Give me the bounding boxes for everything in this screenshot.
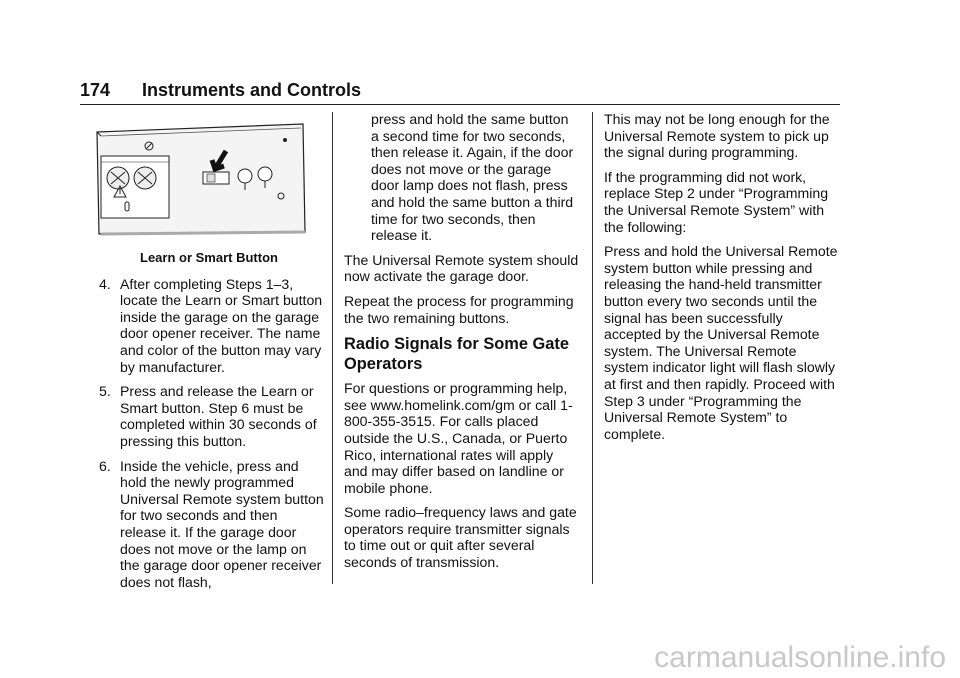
list-item xyxy=(93,458,325,591)
list-number: 6. xyxy=(99,457,111,474)
column-1 xyxy=(93,122,325,598)
page-number: 174 xyxy=(80,80,111,100)
list-number: 4. xyxy=(99,275,111,292)
list-text: After completing Steps 1–3, locate the Learn or Smart button inside the garage on the garage door opener receiver. The name and color of the button may vary by manufacturer. xyxy=(120,275,323,375)
subsection-heading: Radio Signals for Some Gate Operators xyxy=(344,335,569,374)
list-text: Inside the vehicle, press and hold the newly programmed Universal Remote system button for two seconds and then release it. If the garage door does not move or the lamp on the garage door opener receiver does not flash, xyxy=(120,457,324,590)
header-rule xyxy=(80,104,840,105)
list-text: Press and release the Learn or Smart button. Step 6 must be completed within 30 seconds of pressing this button. xyxy=(120,383,317,449)
watermark xyxy=(0,641,960,675)
watermark-text: carmanualsonline.info xyxy=(654,641,946,674)
paragraph: If the programming did not work, replace Step 2 under “Programming the Universal Remote System” with the following: xyxy=(604,168,829,235)
garage-opener-drawing xyxy=(93,122,307,240)
list-item xyxy=(93,276,325,376)
step-continuation: press and hold the same button a second time for two seconds, then release it. Again, if the door does not move or the garage door lamp does not flash, press and hold the same button a third time for two seconds, then release it. xyxy=(371,111,574,244)
column-3 xyxy=(604,111,842,450)
paragraph: This may not be long enough for the Universal Remote system to pick up the signal during programming. xyxy=(604,111,830,161)
paragraph: Press and hold the Universal Remote system button while pressing and releasing the hand-held transmitter button every two seconds until the signal has been successfully accepted by the Universal Remote system. The Universal Remote system indicator light will flash slowly at first and then rapidly. Proceed with Step 3 under “Programming the Universal Remote System” to complete. xyxy=(604,243,838,442)
column-divider-1 xyxy=(332,112,333,584)
paragraph: Repeat the process for programming the two remaining buttons. xyxy=(344,292,574,326)
page-header xyxy=(80,80,840,110)
list-number: 5. xyxy=(99,383,111,400)
column-divider-2 xyxy=(592,112,593,584)
column-2 xyxy=(344,111,580,579)
paragraph: The Universal Remote system should now activate the garage door. xyxy=(344,251,579,285)
figure-caption: Learn or Smart Button xyxy=(140,250,278,265)
paragraph: Some radio–frequency laws and gate operators require transmitter signals to time out or quit after several seconds of transmission. xyxy=(344,504,577,571)
garage-opener-illustration xyxy=(93,122,307,240)
list-item xyxy=(93,383,325,449)
paragraph: For questions or programming help, see www.homelink.com/gm or call 1-800-355-3515. For calls placed outside the U.S., Canada, or Puerto Rico, international rates will apply and may differ based on landline or mobile phone. xyxy=(344,380,573,496)
section-title: Instruments and Controls xyxy=(142,80,362,100)
